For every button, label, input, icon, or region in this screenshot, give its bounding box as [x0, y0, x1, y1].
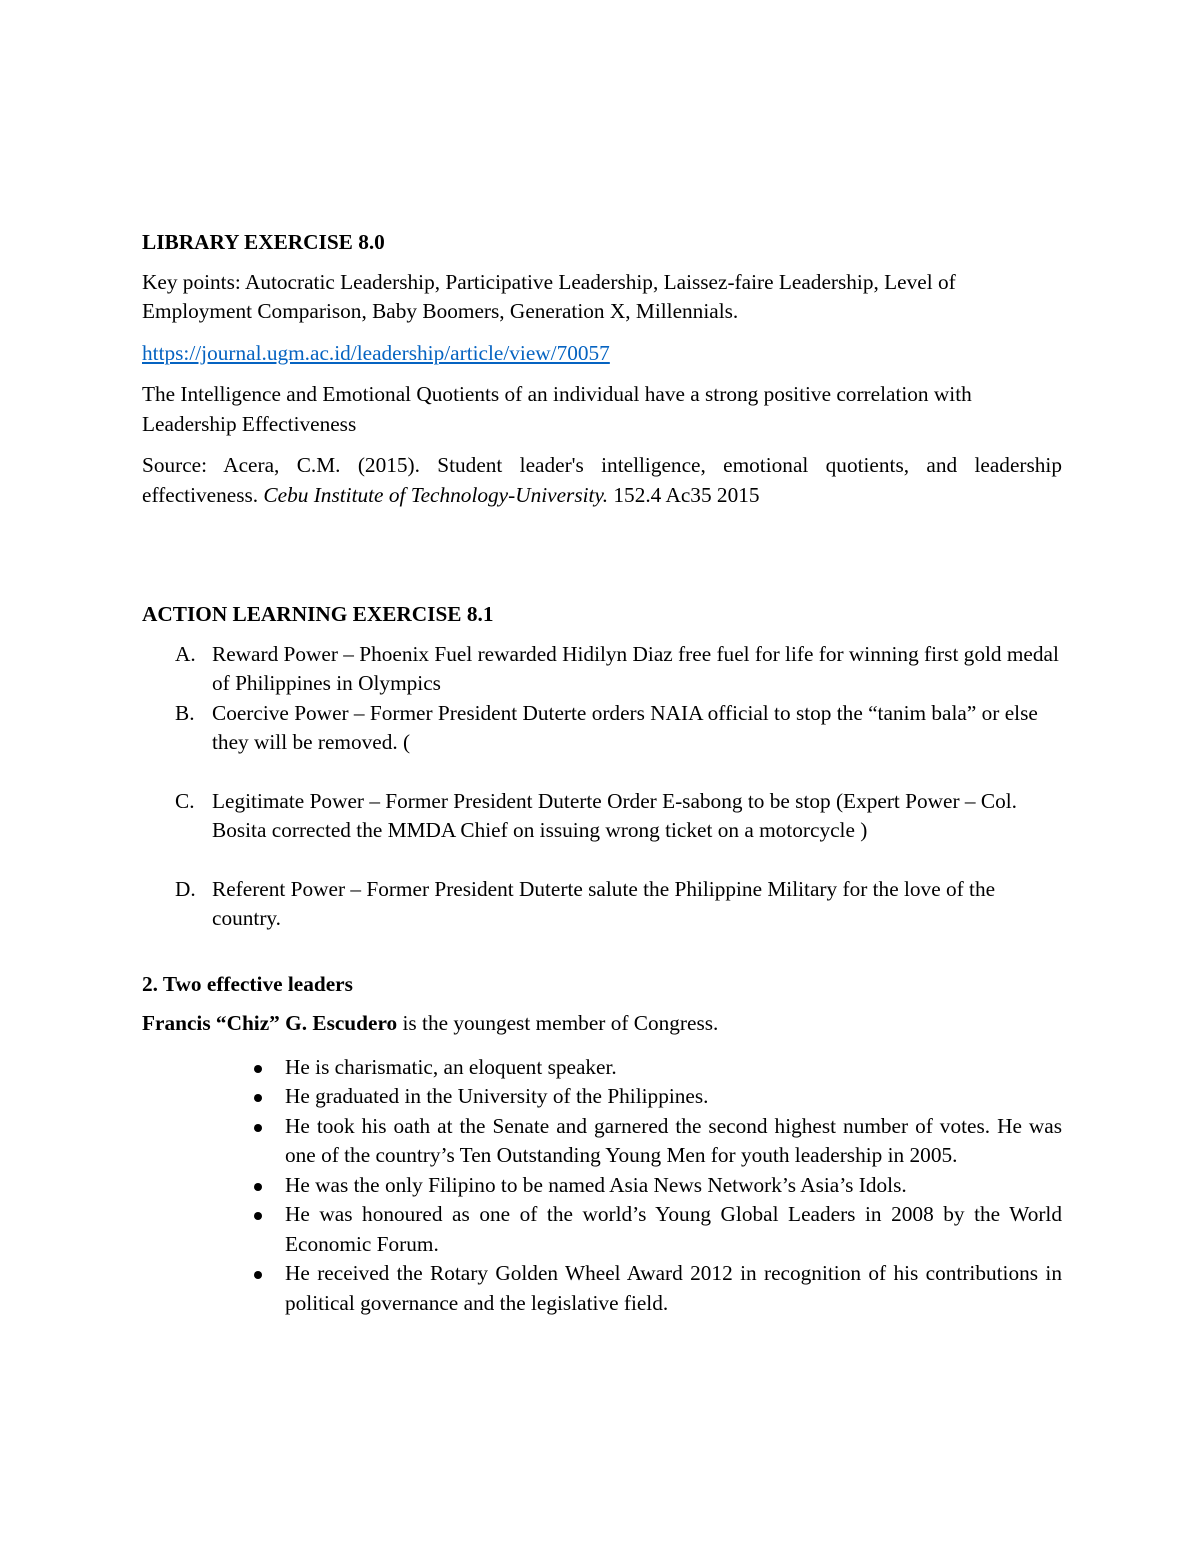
source-institution: Cebu Institute of Technology-University.: [263, 482, 609, 507]
document-page: [142, 228, 1062, 1318]
library-exercise-heading: LIBRARY EXERCISE 8.0: [142, 230, 385, 254]
power-text: Referent Power – Former President Duterte salute the Philippine Military for the love of the country.: [212, 876, 996, 930]
action-exercise-heading: ACTION LEARNING EXERCISE 8.1: [142, 602, 494, 626]
power-text: Reward Power – Phoenix Fuel rewarded Hidilyn Diaz free fuel for life for winning first gold medal of Philippines in Olympics: [212, 641, 1059, 695]
list-item: [142, 1259, 1062, 1318]
bullet-icon: [254, 1271, 262, 1279]
leader-intro-text: is the youngest member of Congress.: [397, 1011, 719, 1035]
leader-intro: [142, 1009, 1062, 1039]
leader-name: Francis “Chiz” G. Escudero: [142, 1011, 398, 1035]
source-text: Source: Acera, C.M. (2015). Student leader's intelligence, emotional quotients, and leadership effectiveness.: [142, 453, 1062, 507]
list-marker: C.: [175, 788, 195, 813]
list-item: [142, 1112, 1062, 1171]
power-item: [142, 787, 1062, 846]
fact-text: He received the Rotary Golden Wheel Award 2012 in recognition of his contributions in political governance and the legislative field.: [285, 1261, 1062, 1315]
leader-facts-list: [142, 1053, 1062, 1319]
power-item: [142, 640, 1062, 699]
spacer: [142, 522, 1062, 600]
power-item: [142, 875, 1062, 934]
bullet-icon: [254, 1124, 262, 1132]
power-list: [142, 640, 1062, 934]
list-item: [142, 1200, 1062, 1259]
list-marker: B.: [175, 700, 195, 725]
fact-text: He was honoured as one of the world’s Young Global Leaders in 2008 by the World Economic Forum.: [285, 1202, 1062, 1256]
key-points: Key points: Autocratic Leadership, Participative Leadership, Laissez-faire Leadership, Level of Employment Comparison, Baby Boomers, Generation X, Millennials.: [142, 269, 956, 323]
bullet-icon: [254, 1065, 262, 1073]
power-text: Legitimate Power – Former President Duterte Order E-sabong to be stop (Expert Power – Col. Bosita corrected the MMDA Chief on issuing wrong ticket on a motorcycle ): [212, 788, 1017, 842]
bullet-icon: [254, 1212, 262, 1220]
power-item: [142, 699, 1062, 758]
leaders-heading: 2. Two effective leaders: [142, 971, 353, 996]
fact-text: He was the only Filipino to be named Asia News Network’s Asia’s Idols.: [285, 1172, 907, 1197]
list-marker: A.: [175, 641, 196, 666]
source-call-number: 152.4 Ac35 2015: [613, 482, 760, 507]
fact-text: He took his oath at the Senate and garnered the second highest number of votes. He was one of the country’s Ten Outstanding Young Men for youth leadership in 2005.: [285, 1113, 1062, 1167]
bullet-icon: [254, 1183, 262, 1191]
power-text: Coercive Power – Former President Duterte orders NAIA official to stop the “tanim bala” or else they will be removed. (: [212, 700, 1038, 754]
list-item: [142, 1053, 1062, 1083]
spacer: [142, 934, 1062, 970]
list-item: [142, 1082, 1062, 1112]
article-link-paragraph: [142, 339, 1062, 369]
list-item: [142, 1171, 1062, 1201]
fact-text: He is charismatic, an eloquent speaker.: [285, 1054, 617, 1079]
bullet-icon: [254, 1094, 262, 1102]
list-marker: D.: [175, 876, 196, 901]
fact-text: He graduated in the University of the Philippines.: [285, 1084, 709, 1108]
article-link[interactable]: https://journal.ugm.ac.id/leadership/article/view/70057: [142, 340, 610, 365]
finding-text: The Intelligence and Emotional Quotients of an individual have a strong positive correlation with Leadership Effectiveness: [142, 382, 972, 436]
source-citation: [142, 451, 1062, 510]
